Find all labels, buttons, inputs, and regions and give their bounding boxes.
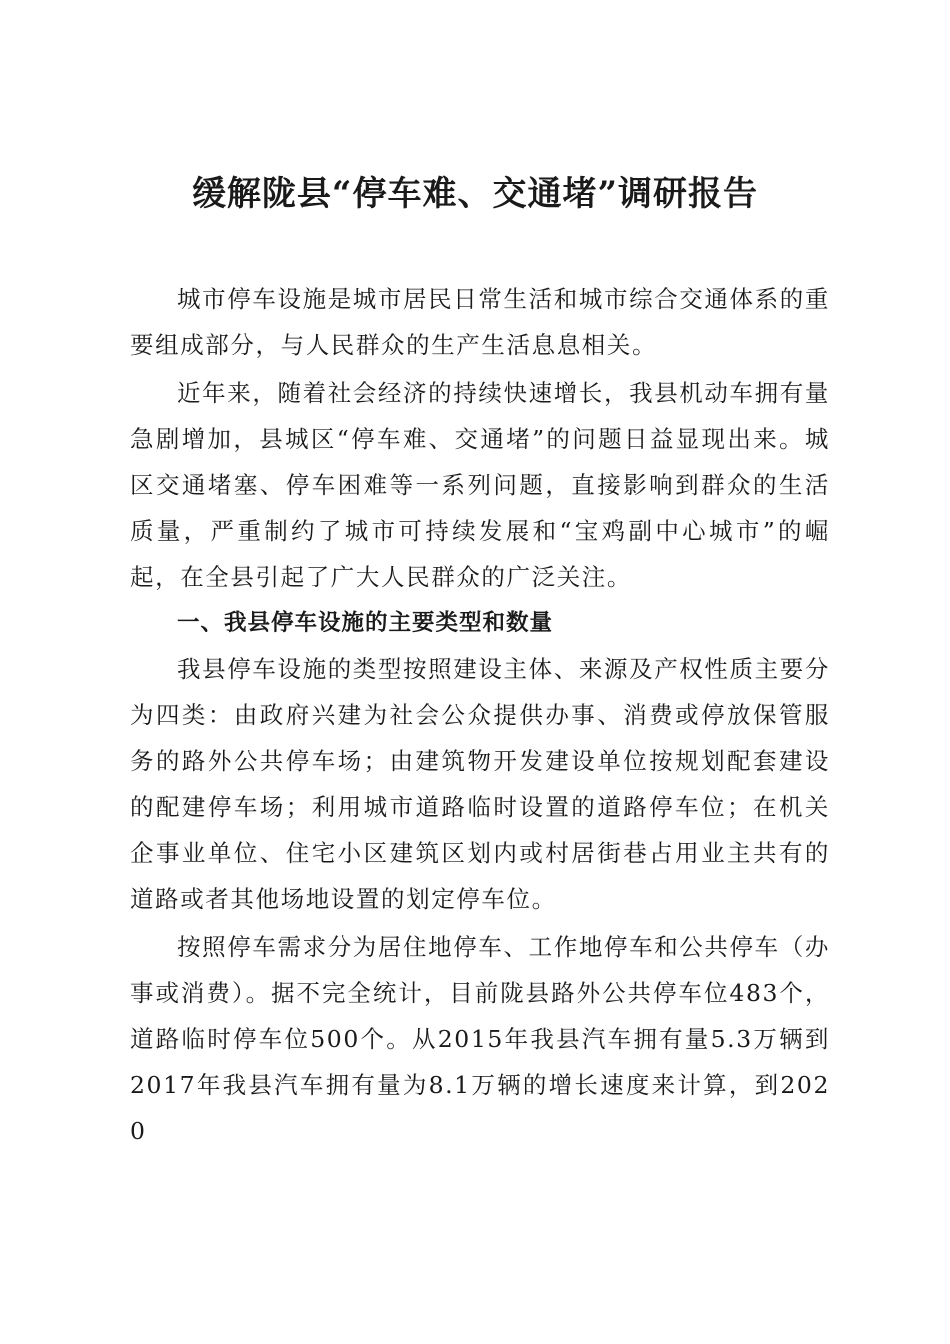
document-body xyxy=(130,276,830,1154)
section-heading-1: 一、我县停车设施的主要类型和数量 xyxy=(177,610,554,636)
document-title: 缓解陇县“停车难、交通堵”调研报告 xyxy=(191,174,759,214)
paragraph-intro: 城市停车设施是城市居民日常生活和城市综合交通体系的重要组成部分，与人民群众的生产生活息息相关。 xyxy=(130,285,830,359)
paragraph-background: 近年来，随着社会经济的持续快速增长，我县机动车拥有量急剧增加，县城区“停车难、交通堵”的问题日益显现出来。城区交通堵塞、停车困难等一系列问题，直接影响到群众的生活质量，严重制约了城市可持续发展和“宝鸡副中心城市”的崛起，在全县引起了广大人民群众的广泛关注。 xyxy=(130,379,830,591)
paragraph-facility-types: 我县停车设施的类型按照建设主体、来源及产权性质主要分为四类：由政府兴建为社会公众提供办事、消费或停放保管服务的路外公共停车场；由建筑物开发建设单位按规划配套建设的配建停车场；利用城市道路临时设置的道路停车位；在机关企事业单位、住宅小区建筑区划内或村居街巷占用业主共有的道路或者其他场地设置的划定停车位。 xyxy=(130,655,830,913)
paragraph-parking-demand: 按照停车需求分为居住地停车、工作地停车和公共停车（办事或消费）。据不完全统计，目前陇县路外公共停车位483个，道路临时停车位500个。从2015年我县汽车拥有量5.3万辆到2017年我县汽车拥有量为8.1万辆的增长速度来计算，到2020 xyxy=(130,933,830,1145)
